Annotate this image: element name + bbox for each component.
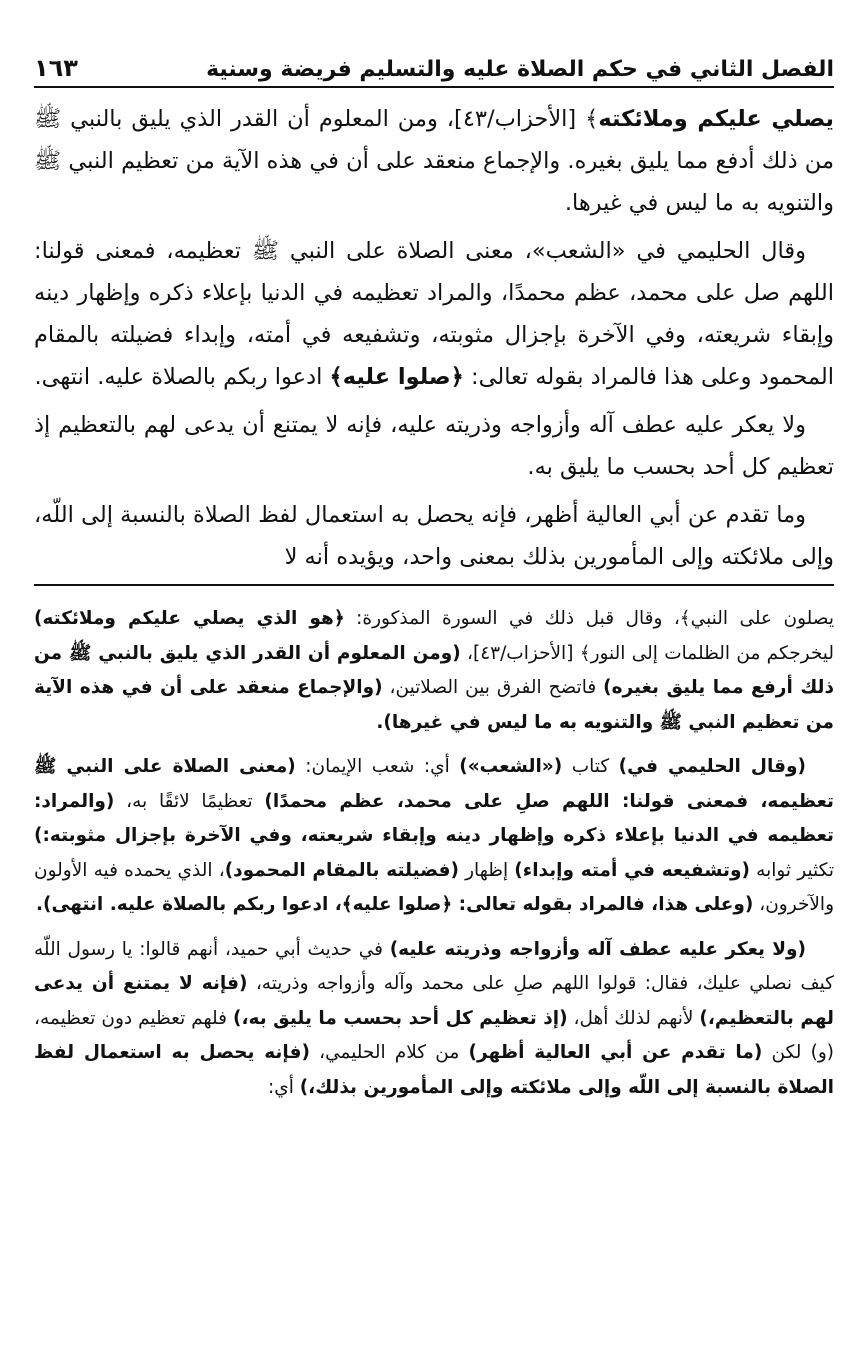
quoted-text: (ومن المعلوم أن القدر الذي يليق بالنبي ﷺ من ذلك أرفع مما يليق بغيره)	[34, 642, 834, 698]
text-span: إظهار	[458, 859, 515, 881]
commentary-paragraph-1	[34, 602, 834, 740]
text-span: أي: شعب الإيمان:	[295, 756, 460, 777]
text-span: تكثير ثوابه	[749, 859, 835, 881]
quoted-text: (ولا يعكر عليه عطف آله وأزواجه وذريته عليه)	[389, 938, 806, 960]
text-span: ، الذي يحمده فيه الأولون والآخرون،	[34, 859, 834, 915]
page-header	[34, 40, 834, 88]
text-span: فاتضح الفرق بين الصلاتين،	[382, 677, 604, 698]
main-paragraph-3: ولا يعكر عليه عطف آله وأزواجه وذريته عليه، فإنه لا يمتنع أن يدعى لهم بالتعظيم إذ تعظيم كل أحد بحسب ما يليق به.	[34, 412, 834, 480]
quoted-text: (والمراد: تعظيمه في الدنيا بإعلاء ذكره وإظهار دينه وإبقاء شريعته، وفي الآخرة بإجزال مثوبته:)	[34, 790, 834, 846]
document-page	[34, 40, 834, 1340]
main-text	[34, 98, 834, 578]
quoted-text: ﴿هو الذي يصلي عليكم وملائكته)	[34, 608, 345, 629]
commentary-paragraph-3	[34, 933, 834, 1106]
text-span: كتاب	[562, 756, 619, 777]
commentary-paragraph-2	[34, 750, 834, 923]
main-paragraph-1	[34, 98, 834, 224]
page-number: ١٦٣	[34, 54, 78, 82]
text-span: فلهم تعظيم دون تعظيمه، (و) لكن	[34, 1007, 834, 1063]
quoted-text: («الشعب»)	[459, 756, 563, 777]
text-span: لأنهم لذلك أهل،	[567, 1007, 700, 1029]
commentary-text	[34, 602, 834, 1105]
quran-verse: يصلي عليكم وملائكته	[598, 106, 834, 132]
quoted-text: (فضيلته بالمقام المحمود)	[224, 859, 459, 881]
text-span: يصلون على النبي﴾، وقال قبل ذلك في السورة المذكورة:	[344, 608, 834, 629]
main-paragraph-4: وما تقدم عن أبي العالية أظهر، فإنه يحصل به استعمال لفظ الصلاة بالنسبة إلى اللّه، وإلى ملائكته وإلى المأمورين بذلك بمعنى واحد، ويؤيده أنه لا	[34, 502, 834, 570]
quoted-text: (معنى الصلاة على النبي ﷺ تعظيمه، فمعنى قولنا: اللهم صلِ على محمد، عظم محمدًا)	[34, 756, 834, 812]
quran-verse: ﴿صلوا عليه﴾	[329, 364, 464, 390]
text-span: أي:	[267, 1076, 300, 1098]
quoted-text: (فإنه لا يمتنع أن يدعى لهم بالتعظيم،)	[34, 973, 834, 1029]
quoted-text: (والإجماع منعقد على أن في هذه الآية من تعظيم النبي ﷺ والتنويه به ما ليس في غيرها).	[34, 677, 834, 733]
text-span: ليخرجكم من الظلمات إلى النور﴾ [الأحزاب/٤٣]،	[460, 642, 835, 664]
quoted-text: (ما تقدم عن أبي العالية أظهر)	[468, 1042, 763, 1063]
main-paragraph-2	[34, 230, 834, 398]
text-span: تعظيمًا لائقًا به،	[114, 790, 265, 812]
quoted-text: (وتشفيعه في أمته وإبداء)	[514, 859, 750, 881]
text-span: ادعوا ربكم بالصلاة عليه. انتهى.	[34, 364, 330, 390]
section-divider	[34, 584, 834, 586]
text-span: من كلام الحليمي،	[309, 1042, 469, 1063]
chapter-title: الفصل الثاني في حكم الصلاة عليه والتسليم فريضة وسنية	[206, 57, 834, 82]
text-span: وقال الحليمي في «الشعب»، معنى الصلاة على النبي ﷺ تعظيمه، فمعنى قولنا: اللهم صل على محمد، عظم محمدًا، والمراد تعظيمه في الدنيا بإعلاء ذكره وإظهار دينه وإبقاء شريعته، وفي الآخرة بإجزال مثوبته، وتشفيعه في أمته، وإبداء فضيلته بالمقام المحمود وعلى هذا فالمراد بقوله تعالى:	[34, 238, 834, 390]
quoted-text: (فإنه يحصل به استعمال لفظ الصلاة بالنسبة إلى اللّه وإلى ملائكته وإلى المأمورين بذلك،)	[34, 1042, 834, 1098]
quoted-text: (وقال الحليمي في)	[618, 756, 806, 777]
text-span: ﴾ [الأحزاب/٤٣]، ومن المعلوم أن القدر الذي يليق بالنبي ﷺ من ذلك أدفع مما يليق بغيره. والإجماع منعقد على أن في هذه الآية من تعظيم النبي ﷺ والتنويه به ما ليس في غيرها.	[34, 106, 834, 216]
quoted-text: (إذ تعظيم كل أحد بحسب ما يليق به،)	[233, 1007, 568, 1029]
quoted-text: (وعلى هذا، فالمراد بقوله تعالى: ﴿صلوا عليه﴾، ادعوا ربكم بالصلاة عليه. انتهى).	[36, 894, 754, 915]
text-span: في حديث أبي حميد، أنهم قالوا: يا رسول اللّه كيف نصلي عليك، فقال: قولوا اللهم صلِ على محمد وآله وأزواجه وذريته،	[34, 938, 834, 994]
